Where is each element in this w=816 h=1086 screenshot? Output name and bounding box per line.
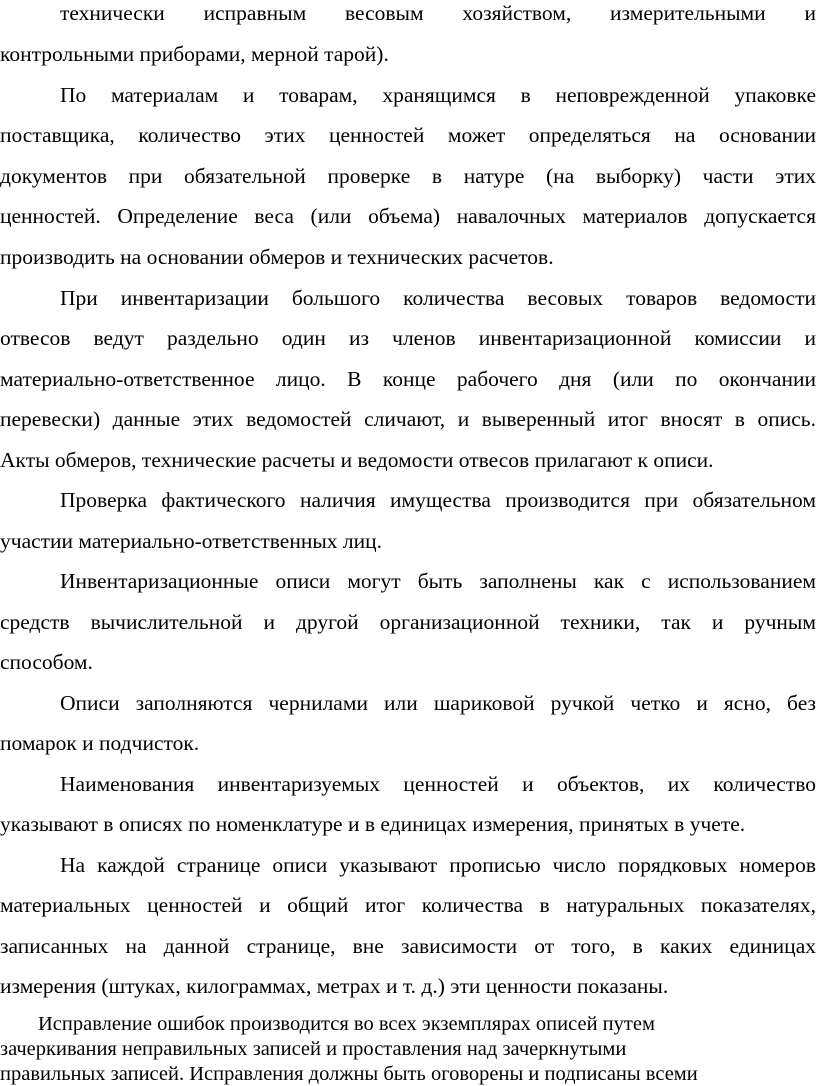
text-line: Наименования инвентаризуемых ценностей и объектов, их количество (60, 772, 816, 796)
text-line: контрольными приборами, мерной тарой). (0, 42, 389, 66)
text-line: ценностей. Определение веса (или объема) навалочных материалов допускается (0, 204, 816, 228)
text-line: участии материально-ответственных лиц. (0, 529, 383, 553)
text-line: правильных записей. Исправления должны быть оговорены и подписаны всеми (0, 1063, 698, 1085)
text-line: Проверка фактического наличия имущества производится при обязательном (60, 488, 816, 512)
text-line: Описи заполняются чернилами или шариковой ручкой четко и ясно, без (60, 691, 816, 715)
text-line: При инвентаризации большого количества весовых товаров ведомости (60, 286, 816, 310)
text-line: материальных ценностей и общий итог количества в натуральных показателях, (0, 893, 816, 917)
text-line: средств вычислительной и другой организационной техники, так и ручным (0, 610, 816, 634)
text-line: перевески) данные этих ведомостей сличают, и выверенный итог вносят в опись. (0, 407, 816, 431)
text-line: записанных на данной странице, вне зависимости от того, в каких единицах (0, 934, 816, 958)
text-line: поставщика, количество этих ценностей может определяться на основании (0, 123, 816, 147)
text-line: производить на основании обмеров и технических расчетов. (0, 245, 554, 269)
text-line: измерения (штуках, килограммах, метрах и т. д.) эти ценности показаны. (0, 974, 669, 998)
text-line: указывают в описях по номенклатуре и в единицах измерения, принятых в учете. (0, 812, 746, 836)
text-line: На каждой странице описи указывают прописью число порядковых номеров (60, 853, 816, 877)
text-line: способом. (0, 650, 93, 674)
text-line: Исправление ошибок производится во всех экземплярах описей путем (38, 1013, 655, 1035)
text-line: помарок и подчисток. (0, 731, 200, 755)
text-line: зачеркивания неправильных записей и проставления над зачеркнутыми (0, 1038, 627, 1060)
text-line: технически исправным весовым хозяйством, измерительными и (60, 1, 816, 25)
text-line: отвесов ведут раздельно один из членов инвентаризационной комиссии и (0, 326, 816, 350)
text-line: материально-ответственное лицо. В конце рабочего дня (или по окончании (0, 367, 816, 391)
text-line: Инвентаризационные описи могут быть заполнены как с использованием (60, 569, 816, 593)
text-line: документов при обязательной проверке в натуре (на выборку) части этих (0, 164, 816, 188)
text-line: По материалам и товарам, хранящимся в неповрежденной упаковке (60, 83, 816, 107)
text-line: Акты обмеров, технические расчеты и ведомости отвесов прилагают к описи. (0, 448, 714, 472)
